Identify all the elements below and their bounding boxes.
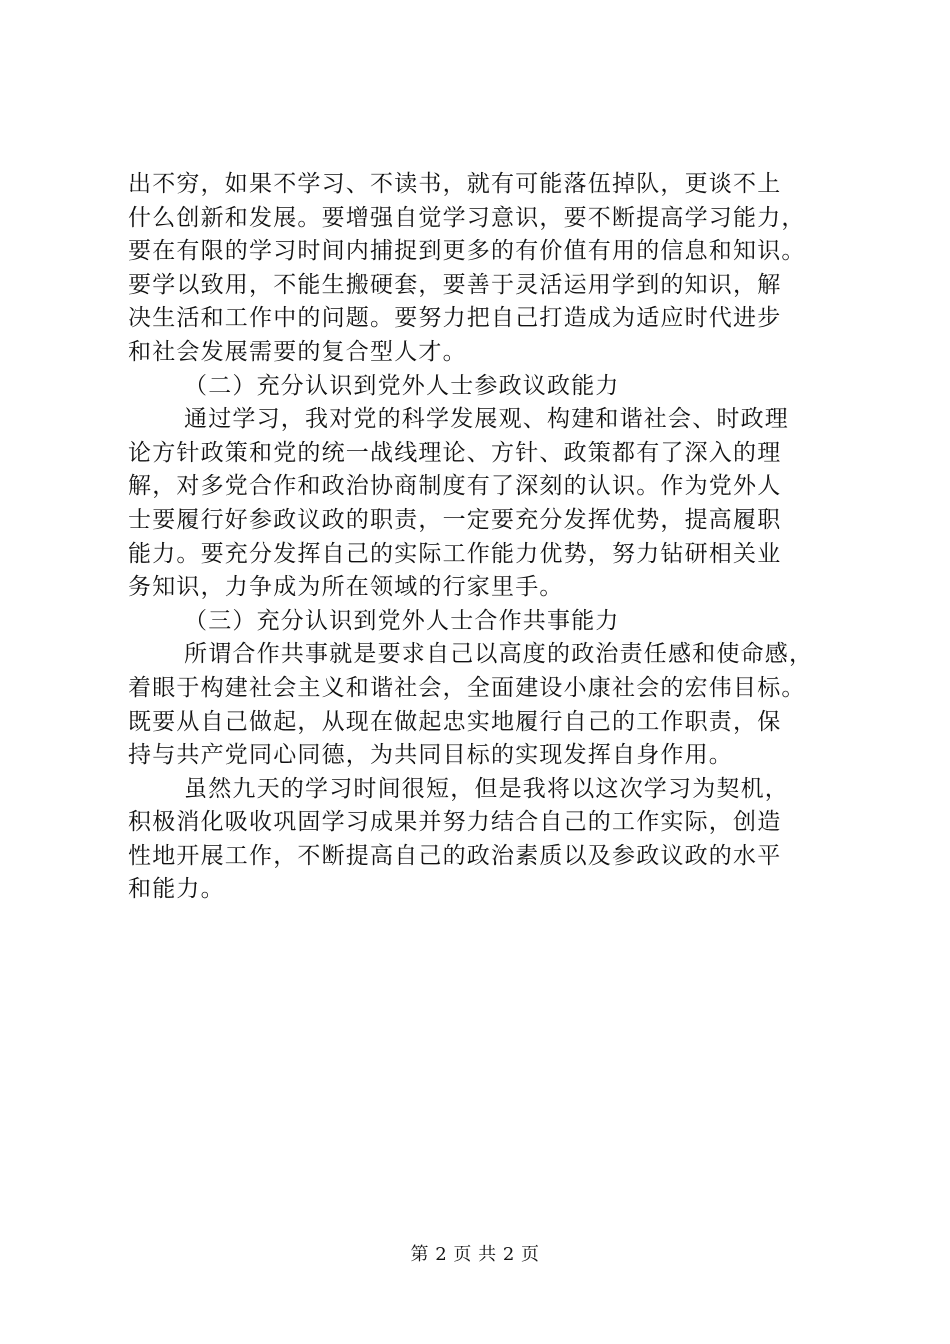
page-number: 第 2 页 共 2 页 <box>410 1244 540 1265</box>
text-line: 士要履行好参政议政的职责，一定要充分发挥优势，提高履职 <box>128 506 782 533</box>
text-line: 性地开展工作，不断提高自己的政治素质以及参政议政的水平 <box>128 842 782 869</box>
document-body <box>128 168 828 907</box>
text-line: 和能力。 <box>128 876 225 903</box>
text-line: 着眼于构建社会主义和谐社会，全面建设小康社会的宏伟目标。 <box>128 674 806 701</box>
section-heading: （二）充分认识到党外人士参政议政能力 <box>184 372 620 399</box>
page-footer <box>0 1243 950 1267</box>
text-line: 决生活和工作中的问题。要努力把自己打造成为适应时代进步 <box>128 305 782 332</box>
text-line: 和社会发展需要的复合型人才。 <box>128 338 467 365</box>
text-line: 出不穷，如果不学习、不读书，就有可能落伍掉队，更谈不上 <box>128 171 782 197</box>
text-line: 所谓合作共事就是要求自己以高度的政治责任感和使命感， <box>184 641 814 668</box>
text-line: 务知识，力争成为所在领域的行家里手。 <box>128 574 564 601</box>
text-line: 要在有限的学习时间内捕捉到更多的有价值有用的信息和知识。 <box>128 238 806 265</box>
text-line: 解，对多党合作和政治协商制度有了深刻的认识。作为党外人 <box>128 473 782 500</box>
text-line: 什么创新和发展。要增强自觉学习意识，要不断提高学习能力， <box>128 204 806 231</box>
text-line: 既要从自己做起，从现在做起忠实地履行自己的工作职责，保 <box>128 708 782 735</box>
text-line: 能力。要充分发挥自己的实际工作能力优势，努力钻研相关业 <box>128 540 782 567</box>
text-line: 通过学习，我对党的科学发展观、构建和谐社会、时政理 <box>184 406 789 433</box>
text-line: 持与共产党同心同德，为共同目标的实现发挥自身作用。 <box>128 742 733 769</box>
text-line: 论方针政策和党的统一战线理论、方针、政策都有了深入的理 <box>128 439 782 466</box>
text-line: 虽然九天的学习时间很短，但是我将以这次学习为契机， <box>184 775 789 802</box>
section-heading: （三）充分认识到党外人士合作共事能力 <box>184 607 620 634</box>
text-line: 积极消化吸收巩固学习成果并努力结合自己的工作实际，创造 <box>128 809 782 836</box>
text-line: 要学以致用，不能生搬硬套，要善于灵活运用学到的知识，解 <box>128 271 782 298</box>
